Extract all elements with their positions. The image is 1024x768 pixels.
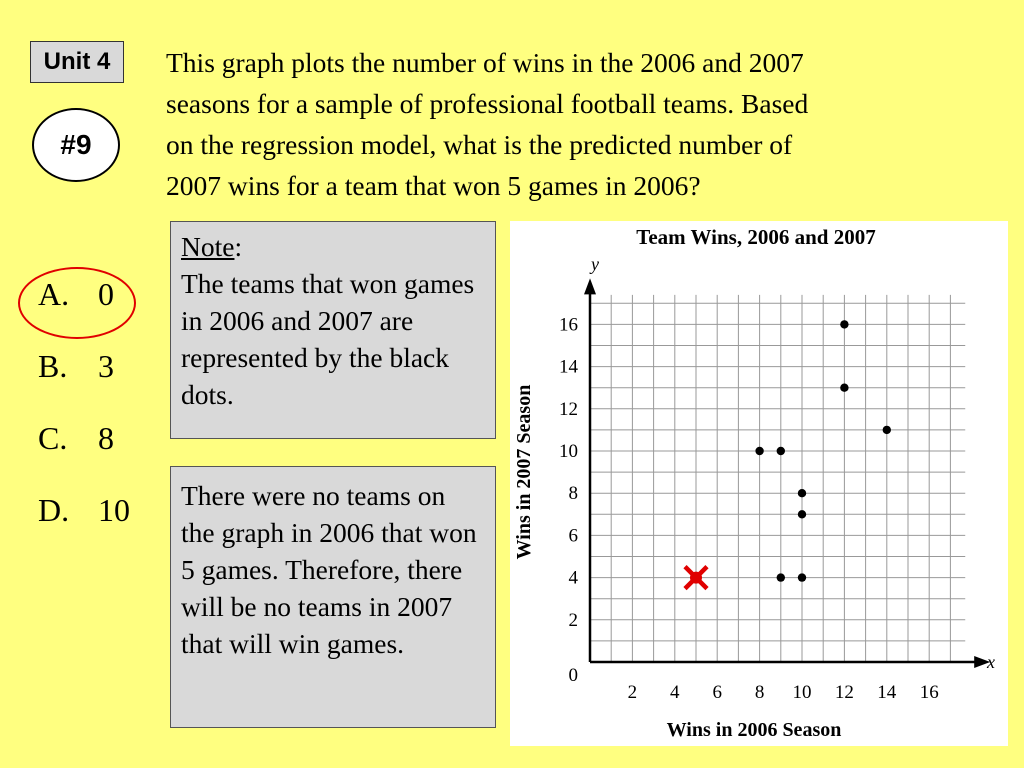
choice-letter: D. [38,492,70,528]
y-tick-label: 10 [559,441,578,462]
choice-c[interactable] [38,420,114,457]
x-axis-var: x [987,652,995,672]
y-tick-label: 8 [568,483,578,505]
data-point [798,489,806,497]
data-point [883,426,891,434]
explanation-text: There were no teams on the graph in 2006 that won 5 games. Therefore, there will be no teams in 2007 that will win games. [181,480,477,659]
x-tick-label: 10 [792,682,812,703]
data-point [777,573,785,581]
data-point [840,384,848,392]
chart-grid [590,295,965,662]
x-tick-label: 4 [670,682,680,703]
unit-label: Unit 4 [30,41,124,83]
y-tick-label: 6 [568,525,578,547]
choice-a[interactable] [38,276,114,313]
y-axis-title: Wins in 2007 Season [513,384,535,560]
choice-value: 0 [98,276,114,312]
y-axis-arrow [584,278,596,294]
y-tick-label: 16 [559,314,578,336]
chart-tick-labels [559,314,939,703]
data-point [798,510,806,518]
data-point [777,447,785,455]
scatter-chart [510,221,1008,746]
note-title: Note [181,231,235,262]
choice-letter: A. [38,276,70,312]
y-tick-label: 2 [568,609,578,631]
note-text: The teams that won games in 2006 and 2007 are represented by the black dots. [181,268,475,410]
x-tick-label: 2 [627,682,638,703]
choice-d[interactable] [38,492,130,529]
choice-letter: C. [38,420,68,456]
x-tick-label: 14 [877,682,897,703]
y-tick-label: 12 [559,398,578,420]
chart-svg [510,221,1008,746]
data-point [840,320,848,328]
choice-b[interactable] [38,348,114,385]
question-text: This graph plots the number of wins in the 2006 and 2007 seasons for a sample of professional football teams. Based on the regression model, what is the predicted number of 2007 wins for a team that won 5 games in 2006? [166,47,809,201]
data-point [755,447,763,455]
x-tick-label: 6 [712,682,722,703]
origin-label: 0 [568,665,578,686]
note-box [170,221,496,439]
choice-value: 8 [98,420,114,456]
x-tick-label: 16 [919,682,939,703]
question-number: #9 [32,108,120,182]
explanation-box [170,466,496,728]
chart-title: Team Wins, 2006 and 2007 [636,225,876,249]
note-colon: : [234,231,243,262]
choice-value: 3 [98,348,114,384]
y-tick-label: 14 [559,356,578,378]
x-tick-label: 12 [834,682,854,703]
y-tick-label: 4 [568,567,578,589]
data-point [798,573,806,581]
y-axis-var: y [591,254,599,274]
x-tick-label: 8 [754,682,765,703]
choice-letter: B. [38,348,68,384]
x-axis-title: Wins in 2006 Season [666,719,842,741]
choice-value: 10 [98,492,130,528]
